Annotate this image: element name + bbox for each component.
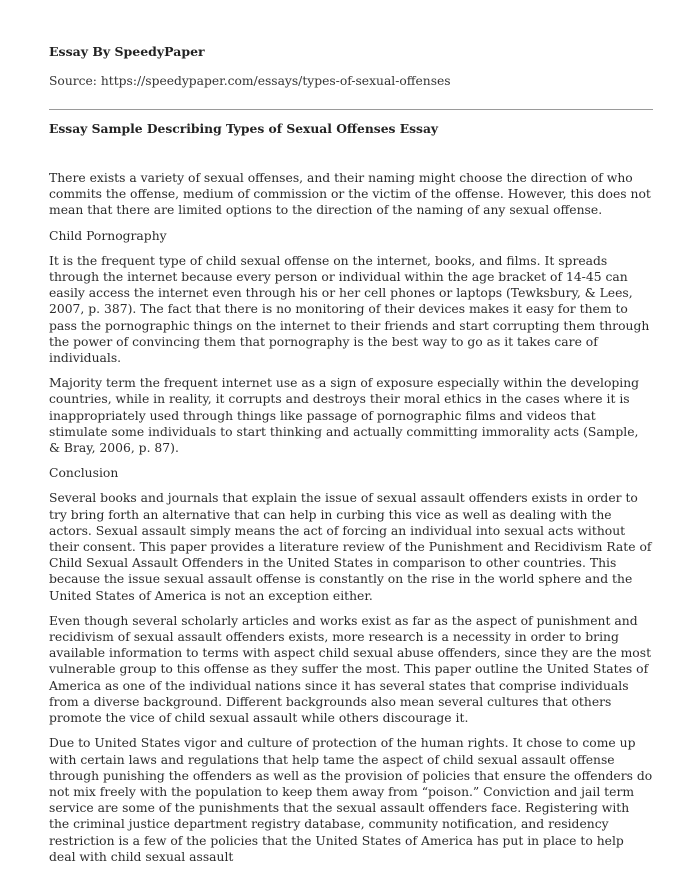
header-divider [49,109,653,110]
section-heading-conclusion: Conclusion [49,466,119,481]
paragraph: Several books and journals that explain the issue of sexual assault offenders exists in order to try bring forth an alternative that can help in curbing this vice as well as dealing with the actors. Sexual assault simply means the act of forcing an individual into sexual acts without their consent. This paper provides a literature review of the Punishment and Recidivism Rate of Child Sexual Assault Offenders in the United States in comparison to other countries. This because the issue sexual assault offense is constantly on the rise in the world sphere and the United States of America is not an exception either. [49,491,652,603]
section-heading-child-pornography: Child Pornography [49,228,167,243]
paragraph-intro: There exists a variety of sexual offenses, and their naming might choose the direction of who commits the offense, medium of commission or the victim of the offense. However, this does not mean that there are limited options to the direction of the naming of any sexual offense. [49,171,651,218]
essay-body [49,170,653,874]
document-title: Essay By SpeedyPaper [49,44,205,59]
paragraph: Due to United States vigor and culture of protection of the human rights. It chose to come up with certain laws and regulations that help tame the aspect of child sexual assault offense through punishing the offenders as well as the provision of policies that ensure the offenders do not mix freely with the population to keep them away from “poison.” Conviction and jail term service are some of the punishments that the sexual assault offenders face. Registering with the criminal justice department registry database, community notification, and residency restriction is a few of the policies that the United States of America has put in place to help deal with child sexual assault [49,736,653,864]
paragraph: Even though several scholarly articles and works exist as far as the aspect of punishment and recidivism of sexual assault offenders exists, more research is a necessity in order to bring available information to terms with aspect child sexual abuse offenders, since they are the most vulnerable group to this offense as they suffer the most. This paper outline the United States of America as one of the individual nations since it has several states that comprise individuals from a diverse background. Different backgrounds also mean several cultures that others promote the vice of child sexual assault while others discourage it. [49,613,652,726]
paragraph: It is the frequent type of child sexual offense on the internet, books, and films. It spreads through the internet because every person or individual within the age bracket of 14-45 can easily access the internet even through his or her cell phones or laptops (Tewksbury, & Lees, 2007, p. 387). The fact that there is no monitoring of their devices makes it easy for them to pass the pornographic things on the internet to their friends and start corrupting them through the power of convincing them that pornography is the best way to go as it takes care of individuals. [49,253,650,366]
document-source: Source: https://speedypaper.com/essays/types-of-sexual-offenses [49,74,451,88]
paragraph: Majority term the frequent internet use as a sign of exposure especially within the developing countries, while in reality, it corrupts and destroys their moral ethics in the cases where it is inappropriately used through things like passage of pornographic films and videos that stimulate some individuals to start thinking and actually committing immorality acts (Sample, & Bray, 2006, p. 87). [49,376,640,456]
essay-title: Essay Sample Describing Types of Sexual Offenses Essay [49,121,439,136]
